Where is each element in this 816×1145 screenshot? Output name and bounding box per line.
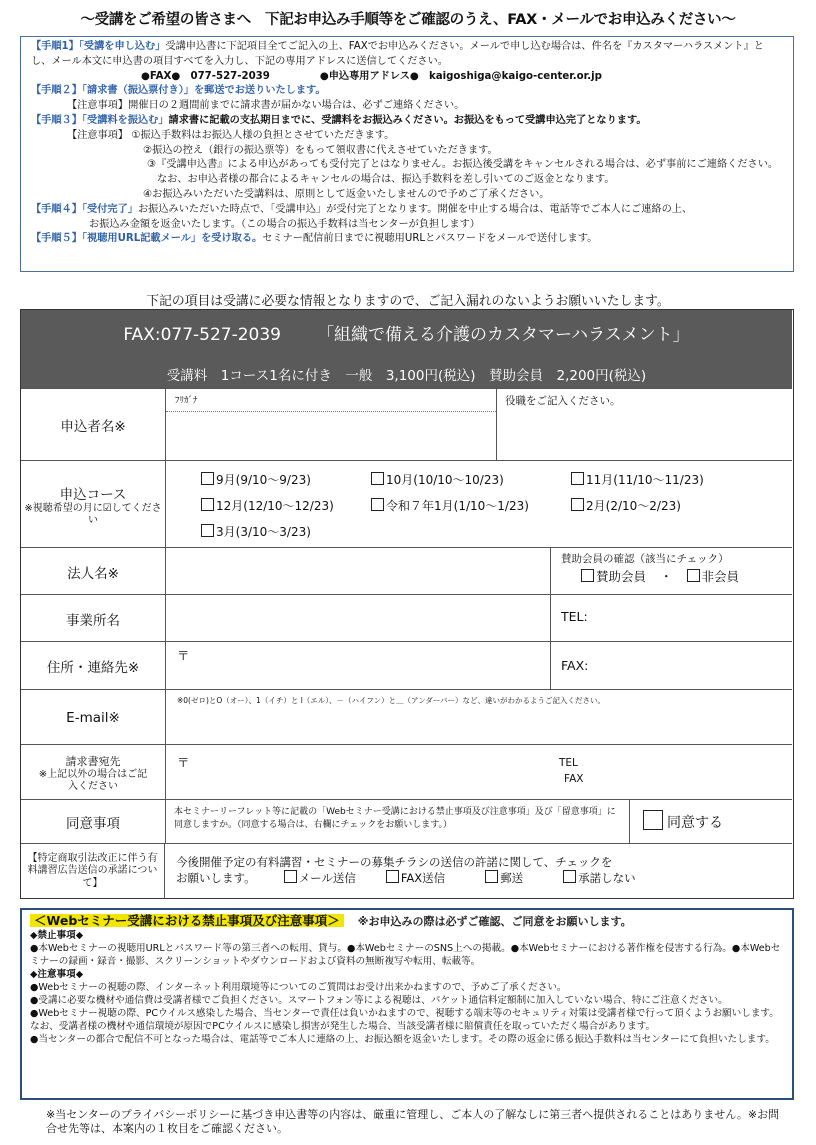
course-option[interactable]: 2月(2/10～2/23) xyxy=(571,497,681,514)
row-address xyxy=(21,641,792,690)
checkbox-icon[interactable] xyxy=(371,498,384,511)
rules-heading: ＜Webセミナー受講における禁止事項及び注意事項＞ xyxy=(30,914,344,927)
checkbox-icon[interactable] xyxy=(485,870,498,883)
invoice-postal-mark: 〒 xyxy=(177,755,190,770)
email-label: E-mail※ xyxy=(21,690,166,745)
law-option[interactable]: FAX送信 xyxy=(386,871,445,885)
invoice-tel-label: TEL xyxy=(559,757,578,769)
consent-text: 本セミナーリーフレット等に記載の「Webセミナー受講における禁止事項及び注意事項」及び「留意事項」に同意しますか。（同意する場合は、右欄にチェックをお願いします。） xyxy=(174,807,616,830)
checkbox-icon[interactable] xyxy=(284,870,297,883)
step1-body: 受講申込書に下記項目全てご記入の上、FAXでお申込みください。メールで申し込む場合は、件名を『カスタマーハラスメント』とし、メール本文に申込書の項目すべてを入力し、下記の専用アドレスに送信してください。 xyxy=(31,41,764,67)
step2-note: 【注意事項】開催日の２週間前までに請求書が届かない場合は、必ずご連絡ください。 xyxy=(67,100,465,112)
row-consent xyxy=(21,799,792,844)
email-field[interactable] xyxy=(166,708,792,745)
row-email xyxy=(21,689,792,745)
furigana-label: ﾌﾘｶﾞﾅ xyxy=(175,396,198,406)
step4-body2: お振込み金額を返金いたします。（この場合の振込手数料は当センターが負担します） xyxy=(89,218,480,230)
checkbox-icon[interactable] xyxy=(201,472,214,485)
prohibited-head: ◆禁止事項◆ xyxy=(30,930,84,941)
caution-item: ●当センターの都合で配信不可となった場合は、電話等でご本人に連絡の上、お振込額を返金いたします。その際の返金に係る振込手数料は当センターにて負担いたします。 xyxy=(30,1034,775,1045)
header-fax: FAX:077-527-2039 xyxy=(123,325,281,345)
nonmember-option[interactable]: 非会員 xyxy=(687,569,740,584)
address-label: 住所・連絡先※ xyxy=(21,642,166,690)
row-law xyxy=(21,843,792,899)
course-option[interactable]: 12月(12/10～12/23) xyxy=(201,497,334,514)
step4-head: 【手順４】「受付完了」 xyxy=(31,203,138,215)
member-separator: ・ xyxy=(660,569,673,584)
invoice-address-field[interactable] xyxy=(166,745,546,800)
invoice-sub: ※上記以外の場合はご記入ください xyxy=(38,768,148,792)
position-field[interactable] xyxy=(497,409,792,461)
applicant-name-field[interactable] xyxy=(166,411,496,462)
law-label-cell xyxy=(21,844,165,899)
course-option[interactable]: 令和７年1月(1/10～1/23) xyxy=(371,497,529,514)
caution-item: ●Webセミナー視聴の際、PCウイルス感染した場合、当センターで責任は負いかねますので、視聴する端末等のセキュリティ対策は受講者様で行って頂くようお願いします。なお、受講者様の機材や通信環境が原因でPCウイルスに感染し損害が発生した場合、当該受講者様に賠償責任を取っていただく場合があります。 xyxy=(30,1008,779,1032)
law-label: 【特定商取引法改正に伴う有料講習広告送信の承諾について】 xyxy=(27,852,158,889)
checkbox-icon[interactable] xyxy=(581,569,594,582)
checkbox-icon[interactable] xyxy=(386,870,399,883)
step3-note2: ②振込の控え（銀行の振込票等）をもって領収書に代えさせていただきます。 xyxy=(143,144,498,156)
header-title: 「組織で備える介護のカスタマーハラスメント」 xyxy=(317,325,690,345)
member-option[interactable]: 賛助会員 xyxy=(581,569,646,584)
address-field[interactable] xyxy=(166,642,550,690)
row-course xyxy=(21,460,792,548)
office-label: 事業所名 xyxy=(21,595,166,642)
caution-item: ●受講に必要な機材や通信費は受講者様でご負担ください。スマートフォン等による視聴は、パケット通信料定額制に加入していない場合、特にご注意ください。 xyxy=(30,995,728,1006)
position-hint: 役職をご記入ください。 xyxy=(505,395,621,407)
caution-item: ●Webセミナーの視聴の際、インターネット利用環境等についてのご質問はお受け出来かねますので、予めご了承ください。 xyxy=(30,982,567,993)
law-text-line2: お願いします。 メール送信 FAX送信 郵送 承諾しない xyxy=(176,871,636,885)
prohibited-body: ●本Webセミナーの視聴用URLとパスワード等の第三者への転用、貸与。●本WebセミナーのSNS上への掲載。●本Webセミナーにおける著作権を侵害する行為。●本Webセミナーの録画・録音・撮影、スクリーンショットやダウンロードおよび資料の無断複写や転用、転載等。 xyxy=(30,943,781,967)
row-office xyxy=(21,594,792,642)
form-header xyxy=(21,310,792,388)
consent-agree[interactable]: 同意する xyxy=(643,810,723,854)
checkbox-icon[interactable] xyxy=(687,569,700,582)
checkbox-icon[interactable] xyxy=(201,524,214,537)
caution-head: ◆注意事項◆ xyxy=(30,969,84,980)
invoice-label-cell xyxy=(21,745,166,800)
fax-number: ●FAX● 077-527-2039 xyxy=(141,70,270,82)
course-option[interactable]: 11月(11/10～11/23) xyxy=(571,471,704,488)
law-text-line1: 今後開催予定の有料講習・セミナーの募集チラシの送信の許諾に関して、チェックを xyxy=(176,855,613,869)
step5-head: 【手順５】「視聴用URL記載メール」を受け取る。 xyxy=(31,233,263,245)
step3-note3: ③『受講申込書』による申込があっても受付完了とはなりません。お振込後受講をキャンセルされる場合は、必ず事前にご連絡ください。なお、お申込者様の都合によるキャンセルの場合は、振込手数料を差し引いてのご返金となります。 xyxy=(147,159,779,186)
row-corp xyxy=(21,547,792,595)
step3-body: 請求書に記載の支払期日までに、受講料をお振込みください。お振込をもって受講申込完了となります。 xyxy=(168,114,647,126)
law-text xyxy=(176,855,636,910)
row-applicant xyxy=(21,388,792,461)
application-form xyxy=(20,309,794,899)
applicant-label: 申込者名※ xyxy=(21,389,166,461)
course-option[interactable]: 10月(10/10～10/23) xyxy=(371,471,504,488)
office-name-field[interactable] xyxy=(166,595,550,642)
step2-head: 【手順２】「請求書（振込票付き）」を郵送でお送りいたします。 xyxy=(31,85,326,97)
checkbox-icon[interactable] xyxy=(571,498,584,511)
course-option[interactable]: 9月(9/10～9/23) xyxy=(201,471,311,488)
course-label: 申込コース xyxy=(59,486,127,503)
invoice-label: 請求書宛先 xyxy=(65,754,121,768)
step3-head: 【手順３】「受講料を振込む」 xyxy=(31,114,169,126)
fax-label: FAX: xyxy=(561,658,589,673)
page-title: ～受講をご希望の皆さまへ 下記お申込み手順等をご確認のうえ、FAX・メールでお申込みください～ xyxy=(80,12,736,28)
step1-head: 【手順1】「受講を申し込む」 xyxy=(31,41,166,52)
course-option[interactable]: 3月(3/10～3/23) xyxy=(201,523,311,540)
corp-name-field[interactable] xyxy=(166,548,550,595)
rules-heading-note: ※お申込みの際は必ずご確認、ご同意をお願いします。 xyxy=(357,915,632,928)
law-option[interactable]: メール送信 xyxy=(284,871,356,885)
checkbox-icon[interactable] xyxy=(571,472,584,485)
rules-box xyxy=(20,908,794,1100)
invoice-fax-label: FAX xyxy=(564,773,584,785)
postal-mark: 〒 xyxy=(177,648,190,663)
step3-note4: ④お振込みいただいた受講料は、原則として返金いたしませんので予めご了承ください。 xyxy=(143,188,550,200)
row-invoice xyxy=(21,744,792,800)
step5-body: セミナー配信前日までに視聴用URLとパスワードをメールで送付します。 xyxy=(262,233,598,245)
checkbox-icon[interactable] xyxy=(201,498,214,511)
form-notice: 下記の項目は受講に必要な情報となりますので、ご記入漏れのないようお願いいたします。 xyxy=(146,294,670,309)
corp-label: 法人名※ xyxy=(21,548,166,595)
mail-address: ●申込専用アドレス● kaigoshiga@kaigo-center.or.jp xyxy=(319,70,602,82)
member-check-label: 賛助会員の確認（該当にチェック） xyxy=(561,553,729,565)
course-sub: ※視聴希望の月に☑してください xyxy=(24,502,162,526)
course-label-cell xyxy=(21,461,166,548)
step4-body: お振込みいただいた時点で、「受講申込」が受付完了となります。開催を中止する場合は、電話等でご本人にご連絡の上、 xyxy=(137,203,693,215)
checkbox-icon[interactable] xyxy=(643,810,663,830)
privacy-note: ※当センターのプライバシーポリシーに基づき申込書等の内容は、厳重に管理し、ご本人の了解なしに第三者へ提供されることはありません。※お問合せ先等は、本案内の１枚目をご確認ください。 xyxy=(46,1108,780,1135)
step3-note1: 【注意事項】 ①振込手数料はお振込人様の負担とさせていただきます。 xyxy=(67,129,395,141)
law-option[interactable]: 承諾しない xyxy=(563,871,636,885)
checkbox-icon[interactable] xyxy=(371,472,384,485)
law-option[interactable]: 郵送 xyxy=(485,871,523,885)
consent-label: 同意事項 xyxy=(21,800,166,844)
email-hint: ※0(ゼロ)とO（オー）、1（イチ）と l（エル）、－（ハイフン）と＿（アンダーバー）など、違いがわかるようご記入ください。 xyxy=(177,696,606,705)
header-fee: 受講料 1コース1名に付き 一般 3,100円(税込) 賛助会員 2,200円(税込) xyxy=(166,368,647,384)
tel-label: TEL: xyxy=(561,609,588,624)
procedure-box xyxy=(20,36,794,272)
checkbox-icon[interactable] xyxy=(563,870,576,883)
